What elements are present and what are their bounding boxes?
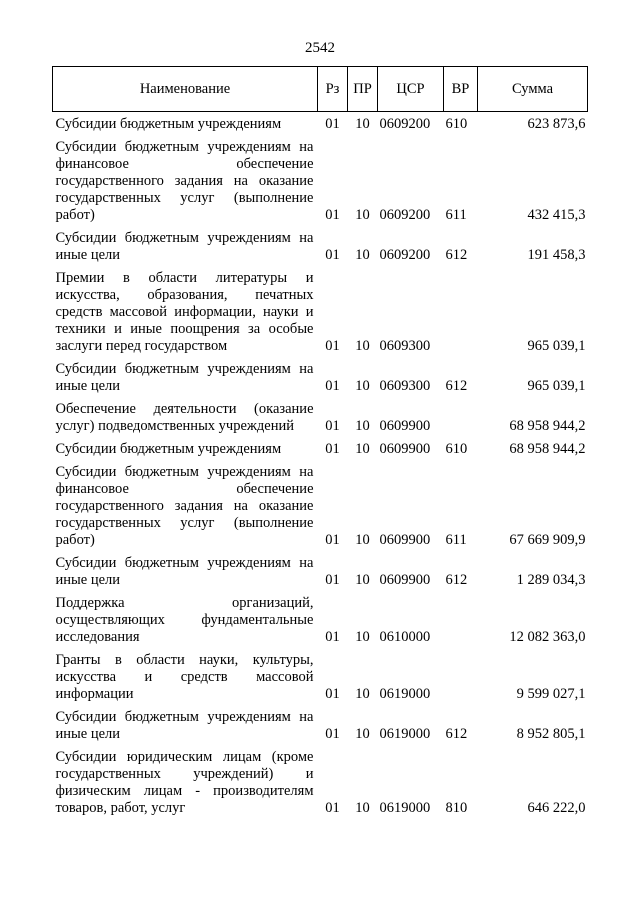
cell-vr (444, 595, 478, 649)
header-name: Наименование (53, 67, 318, 112)
table-row (53, 401, 588, 438)
cell-name: Субсидии бюджетным учреждениям на иные цели (55, 230, 314, 263)
table-body (53, 112, 588, 821)
cell-name: Гранты в области науки, культуры, искусства и средств массовой информации (55, 652, 314, 702)
table-row (53, 464, 588, 552)
page-number: 2542 (305, 40, 335, 56)
cell-vr: 610 (445, 441, 468, 457)
header-pr: ПР (348, 67, 378, 112)
cell-pr: 10 (355, 629, 370, 645)
cell-pr: 10 (355, 338, 370, 354)
cell-rz: 01 (325, 418, 340, 434)
cell-vr: 611 (445, 207, 467, 223)
cell-rz: 01 (325, 247, 340, 263)
table-row (53, 139, 588, 227)
cell-csr: 0609200 (379, 116, 431, 132)
cell-pr: 10 (355, 800, 370, 816)
cell-pr: 10 (355, 116, 370, 132)
cell-name: Обеспечение деятельности (оказание услуг) подведомственных учреждений (55, 401, 314, 434)
table-row (53, 441, 588, 461)
cell-vr: 612 (445, 378, 468, 394)
cell-vr (444, 270, 478, 358)
cell-pr: 10 (355, 207, 370, 223)
table-row (53, 112, 588, 137)
cell-sum: 67 669 909,9 (509, 532, 586, 548)
cell-csr: 0609200 (379, 247, 431, 263)
cell-rz: 01 (325, 572, 340, 588)
cell-vr: 612 (445, 726, 468, 742)
cell-rz: 01 (325, 441, 340, 457)
cell-rz: 01 (325, 116, 340, 132)
cell-sum: 12 082 363,0 (509, 629, 586, 645)
cell-rz: 01 (325, 726, 340, 742)
cell-pr: 10 (355, 418, 370, 434)
cell-pr: 10 (355, 532, 370, 548)
cell-pr: 10 (355, 686, 370, 702)
header-sum: Сумма (478, 67, 588, 112)
table-row (53, 749, 588, 820)
cell-rz: 01 (325, 338, 340, 354)
cell-sum: 965 039,1 (527, 378, 586, 394)
cell-vr (444, 652, 478, 706)
cell-csr: 0609300 (379, 338, 431, 354)
header-rz: Рз (318, 67, 348, 112)
cell-sum: 646 222,0 (527, 800, 586, 816)
cell-csr: 0619000 (379, 726, 431, 742)
cell-vr: 611 (445, 532, 467, 548)
cell-name: Субсидии бюджетным учреждениям на финансовое обеспечение государственного задания на оказание государственных услуг (выполнение работ) (55, 464, 314, 548)
cell-name: Субсидии бюджетным учреждениям (55, 441, 282, 457)
cell-name: Поддержка организаций, осуществляющих фундаментальные исследования (55, 595, 314, 645)
cell-sum: 9 599 027,1 (516, 686, 586, 702)
cell-vr (444, 401, 478, 438)
cell-name: Субсидии бюджетным учреждениям на иные цели (55, 555, 314, 588)
cell-csr: 0619000 (379, 686, 431, 702)
cell-sum: 191 458,3 (527, 247, 586, 263)
cell-vr: 612 (445, 247, 468, 263)
cell-csr: 0609900 (379, 418, 431, 434)
table-row (53, 270, 588, 358)
budget-table-container (52, 66, 587, 820)
cell-csr: 0610000 (379, 629, 431, 645)
cell-vr: 810 (445, 800, 468, 816)
cell-csr: 0609300 (379, 378, 431, 394)
cell-rz: 01 (325, 207, 340, 223)
cell-sum: 68 958 944,2 (509, 441, 586, 457)
cell-sum: 432 415,3 (527, 207, 586, 223)
budget-table (52, 66, 588, 820)
cell-name: Субсидии юридическим лицам (кроме государственных учреждений) и физическим лицам - производителям товаров, работ, услуг (55, 749, 314, 816)
table-row (53, 361, 588, 398)
cell-sum: 8 952 805,1 (516, 726, 586, 742)
header-vr: ВР (444, 67, 478, 112)
table-row (53, 652, 588, 706)
cell-rz: 01 (325, 378, 340, 394)
table-row (53, 709, 588, 746)
cell-pr: 10 (355, 378, 370, 394)
cell-csr: 0609900 (379, 572, 431, 588)
cell-vr: 612 (445, 572, 468, 588)
cell-sum: 623 873,6 (527, 116, 586, 132)
cell-rz: 01 (325, 532, 340, 548)
cell-sum: 965 039,1 (527, 338, 586, 354)
cell-vr: 610 (445, 116, 468, 132)
cell-rz: 01 (325, 686, 340, 702)
cell-name: Премии в области литературы и искусства, образования, печатных средств массовой информации, науки и техники и иные поощрения за особые заслуги перед государством (55, 270, 314, 354)
cell-csr: 0619000 (379, 800, 431, 816)
cell-name: Субсидии бюджетным учреждениям на иные цели (55, 361, 314, 394)
cell-csr: 0609900 (379, 532, 431, 548)
table-row (53, 555, 588, 592)
cell-name: Субсидии бюджетным учреждениям на иные цели (55, 709, 314, 742)
cell-pr: 10 (355, 441, 370, 457)
cell-name: Субсидии бюджетным учреждениям (55, 116, 282, 132)
cell-name: Субсидии бюджетным учреждениям на финансовое обеспечение государственного задания на оказание государственных услуг (выполнение работ) (55, 139, 314, 223)
table-row (53, 230, 588, 267)
cell-pr: 10 (355, 247, 370, 263)
cell-sum: 68 958 944,2 (509, 418, 586, 434)
cell-csr: 0609200 (379, 207, 431, 223)
table-header (53, 67, 588, 112)
cell-rz: 01 (325, 629, 340, 645)
cell-rz: 01 (325, 800, 340, 816)
cell-sum: 1 289 034,3 (516, 572, 586, 588)
header-csr: ЦСР (378, 67, 444, 112)
cell-csr: 0609900 (379, 441, 431, 457)
cell-pr: 10 (355, 726, 370, 742)
cell-pr: 10 (355, 572, 370, 588)
table-row (53, 595, 588, 649)
